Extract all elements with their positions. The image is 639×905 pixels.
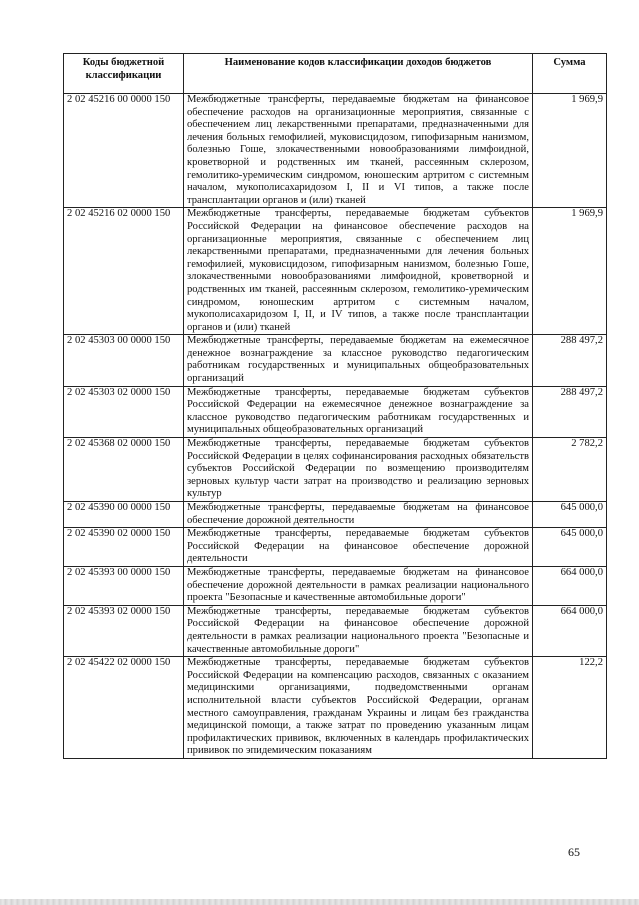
row-name: Межбюджетные трансферты, передаваемые бюджетам субъектов Российской Федерации на компенсацию расходов, связанных с оказанием медицинскими организациями, подведомственными органам исполнительной власти субъектов Российской Федерации, органам местного самоуправления, гражданам Украины и лицам без гражданства медицинской помощи, а также затрат по проведению указанным лицам профилактических прививок, включенных в календарь профилактических прививок по эпидемическим показаниям [184, 657, 533, 759]
table-row [64, 605, 607, 656]
header-code: Коды бюджетной классификации [64, 54, 184, 94]
scan-edge-divider [0, 899, 639, 905]
row-name: Межбюджетные трансферты, передаваемые бюджетам на финансовое обеспечение расходов на организационные мероприятия, связанные с обеспечением лиц лекарственными препаратами, предназначенными для лечения больных гемофилией, муковисцидозом, гипофизарным нанизмом, болезнью Гоше, злокачественными новообразованиями лимфоидной, кроветворной и родственных им тканей, рассеянным склерозом, гемолитико-уремическим синдромом, юношеским артритом с системным началом, мукополисахаридозом I, II и VI типов, а также после трансплантации органов и (или) тканей [184, 94, 533, 208]
row-sum: 288 497,2 [533, 335, 607, 386]
row-code: 2 02 45422 02 0000 150 [64, 657, 184, 759]
row-code: 2 02 45216 00 0000 150 [64, 94, 184, 208]
row-code: 2 02 45216 02 0000 150 [64, 208, 184, 335]
row-sum: 1 969,9 [533, 94, 607, 208]
table-row [64, 208, 607, 335]
table-row [64, 335, 607, 386]
row-sum: 1 969,9 [533, 208, 607, 335]
row-sum: 122,2 [533, 657, 607, 759]
budget-revenue-table [63, 53, 607, 759]
row-sum: 664 000,0 [533, 566, 607, 605]
table-row [64, 566, 607, 605]
row-code: 2 02 45393 00 0000 150 [64, 566, 184, 605]
page-number: 65 [568, 845, 580, 859]
header-name: Наименование кодов классификации доходов бюджетов [184, 54, 533, 94]
table-header-row [64, 54, 607, 94]
table-row [64, 502, 607, 528]
table-row [64, 94, 607, 208]
table-row [64, 438, 607, 502]
row-name: Межбюджетные трансферты, передаваемые бюджетам субъектов Российской Федерации на финансовое обеспечение дорожной деятельности в рамках реализации национального проекта "Безопасные и качественные автомобильные дороги" [184, 605, 533, 656]
row-code: 2 02 45368 02 0000 150 [64, 438, 184, 502]
table-row [64, 386, 607, 437]
row-name: Межбюджетные трансферты, передаваемые бюджетам субъектов Российской Федерации на финансовое обеспечение расходов на организационные мероприятия, связанные с обеспечением лиц лекарственными препаратами, предназначенными для лечения больных гемофилией, муковисцидозом, гипофизарным нанизмом, болезнью Гоше, злокачественными новообразованиями лимфоидной, кроветворной и родственных им тканей, рассеянным склерозом, гемолитико-уремическим синдромом, юношеским артритом с системным началом, мукополисахаридозом I, II, и IV типов, а также после трансплантации органов и (или) тканей [184, 208, 533, 335]
row-name: Межбюджетные трансферты, передаваемые бюджетам на финансовое обеспечение дорожной деятельности в рамках реализации национального проекта "Безопасные и качественные автомобильные дороги" [184, 566, 533, 605]
row-sum: 645 000,0 [533, 528, 607, 567]
row-code: 2 02 45390 02 0000 150 [64, 528, 184, 567]
row-code: 2 02 45393 02 0000 150 [64, 605, 184, 656]
row-name: Межбюджетные трансферты, передаваемые бюджетам субъектов Российской Федерации на ежемесячное денежное вознаграждение за классное руководство педагогическим работникам государственных и муниципальных общеобразовательных организаций [184, 386, 533, 437]
row-name: Межбюджетные трансферты, передаваемые бюджетам субъектов Российской Федерации на финансовое обеспечение дорожной деятельности [184, 528, 533, 567]
table-row [64, 528, 607, 567]
row-code: 2 02 45303 00 0000 150 [64, 335, 184, 386]
row-name: Межбюджетные трансферты, передаваемые бюджетам на ежемесячное денежное вознаграждение за классное руководство педагогическим работникам государственных и муниципальных общеобразовательных организаций [184, 335, 533, 386]
header-sum: Сумма [533, 54, 607, 94]
row-code: 2 02 45390 00 0000 150 [64, 502, 184, 528]
row-code: 2 02 45303 02 0000 150 [64, 386, 184, 437]
row-name: Межбюджетные трансферты, передаваемые бюджетам субъектов Российской Федерации в целях софинансирования расходных обязательств субъектов Российской Федерации по возмещению производителям зерновых культур части затрат на производство и реализацию зерновых культур [184, 438, 533, 502]
row-sum: 664 000,0 [533, 605, 607, 656]
row-sum: 288 497,2 [533, 386, 607, 437]
row-sum: 2 782,2 [533, 438, 607, 502]
table-row [64, 657, 607, 759]
row-name: Межбюджетные трансферты, передаваемые бюджетам на финансовое обеспечение дорожной деятельности [184, 502, 533, 528]
row-sum: 645 000,0 [533, 502, 607, 528]
